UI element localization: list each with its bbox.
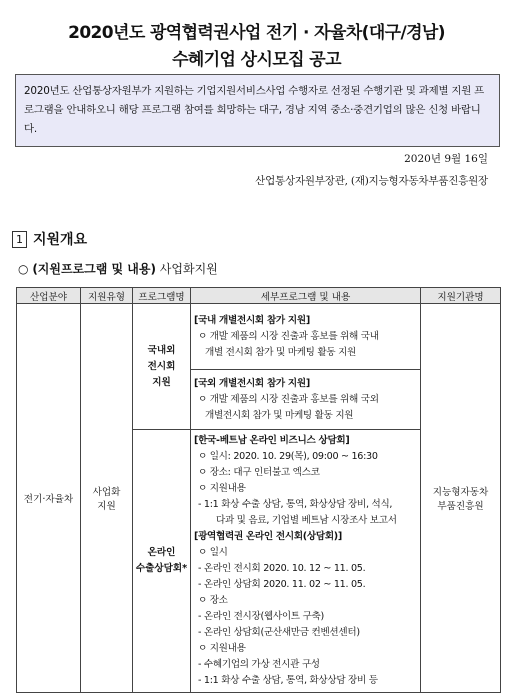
section-title: 지원개요 <box>33 232 88 248</box>
cell-program-exhibition <box>133 304 191 430</box>
detail-line: ㅇ 개발 제품의 시장 진출과 홍보를 위해 국내 <box>198 330 379 342</box>
detail-line: - 수혜기업의 가상 전시관 구성 <box>198 659 320 670</box>
detail-line: 개별전시회 참가 및 마케팅 활동 지원 <box>205 409 354 421</box>
title-line-2: 수혜기업 상시모집 공고 <box>172 50 341 70</box>
detail-line: ㅇ 장소 <box>198 595 228 606</box>
detail-line: ㅇ 지원내용 <box>198 643 246 654</box>
detail-line: ㅇ 일시 <box>198 547 228 558</box>
program2-line1: 온라인 <box>147 547 176 558</box>
detail-domestic <box>191 304 421 370</box>
title-line-1: 2020년도 광역협력권사업 전기 · 자율차(대구/경남) <box>68 23 445 43</box>
section-number: 1 <box>12 231 27 248</box>
detail-line: ㅇ 개발 제품의 시장 진출과 홍보를 위해 국외 <box>198 393 379 405</box>
agency-line-1: 지능형자동차 <box>432 487 489 498</box>
detail-overseas <box>191 370 421 430</box>
header-type: 지원유형 <box>81 288 133 304</box>
support-program-table <box>16 287 501 693</box>
detail-heading: [국내 개별전시회 참가 지원] <box>194 314 310 326</box>
program1-line3: 지원 <box>152 376 171 388</box>
detail-line: - 온라인 상담회(군산새만금 컨벤션센터) <box>198 627 360 638</box>
notice-date: 2020년 9월 16일 <box>404 153 488 165</box>
detail-line: 개별 전시회 참가 및 마케팅 활동 지원 <box>205 346 357 358</box>
table-header-row <box>17 288 501 304</box>
detail-line: - 온라인 상담회 2020. 11. 02 ~ 11. 05. <box>198 579 366 590</box>
subheading <box>18 260 218 277</box>
type-line-2: 지원 <box>97 501 116 512</box>
detail-line: - 온라인 전시장(웹사이트 구축) <box>198 611 324 622</box>
agency-line-2: 부품진흥원 <box>437 501 484 512</box>
detail-heading: [국외 개별전시회 참가 지원] <box>194 377 310 389</box>
cell-agency <box>421 304 501 693</box>
cell-field: 전기·자율차 <box>17 304 81 693</box>
header-program: 프로그램명 <box>133 288 191 304</box>
cell-program-online <box>133 430 191 693</box>
program2-line2: 수출상담회* <box>135 563 188 574</box>
program1-line1: 국내외 <box>147 344 176 356</box>
table-row <box>17 304 501 370</box>
program1-line2: 전시회 <box>147 360 176 372</box>
header-field: 산업분야 <box>17 288 81 304</box>
header-agency: 지원기관명 <box>421 288 501 304</box>
detail-heading: [광역협력권 온라인 전시회(상담회)] <box>194 531 342 542</box>
subheading-bold: (지원프로그램 및 내용) <box>32 262 156 276</box>
detail-online <box>191 430 421 693</box>
detail-line: - 온라인 전시회 2020. 10. 12 ~ 11. 05. <box>198 563 366 574</box>
detail-line: ㅇ 일시: 2020. 10. 29(목), 09:00 ~ 16:30 <box>198 451 378 462</box>
detail-line: 다과 및 음료, 기업별 베트남 시장조사 보고서 <box>216 515 397 526</box>
cell-type <box>81 304 133 693</box>
section-heading <box>12 229 87 249</box>
detail-line: ㅇ 지원내용 <box>198 483 246 494</box>
detail-line: ㅇ 장소: 대구 인터불고 엑스코 <box>198 467 320 478</box>
header-detail: 세부프로그램 및 내용 <box>191 288 421 304</box>
type-line-1: 사업화 <box>92 487 121 498</box>
detail-line: - 1:1 화상 수출 상담, 통역, 화상상담 장비 등 <box>198 675 378 686</box>
subheading-text: 사업화지원 <box>159 262 218 276</box>
issuing-organization: 산업통상자원부장관, (재)지능형자동차부품진흥원장 <box>255 175 488 187</box>
notice-box: 2020년도 산업통상자원부가 지원하는 기업지원서비스사업 수행자로 선정된 수행기관 및 과제별 지원 프로그램을 안내하오니 해당 프로그램 참여를 희망하는 대구, 경남 지역 중소·중견기업의 많은 신청 바랍니다. <box>15 74 500 147</box>
subheading-bullet: ○ <box>18 262 29 276</box>
detail-heading: [한국-베트남 온라인 비즈니스 상담회] <box>194 435 350 446</box>
detail-line: - 1:1 화상 수출 상담, 통역, 화상상담 장비, 석식, <box>198 499 393 510</box>
